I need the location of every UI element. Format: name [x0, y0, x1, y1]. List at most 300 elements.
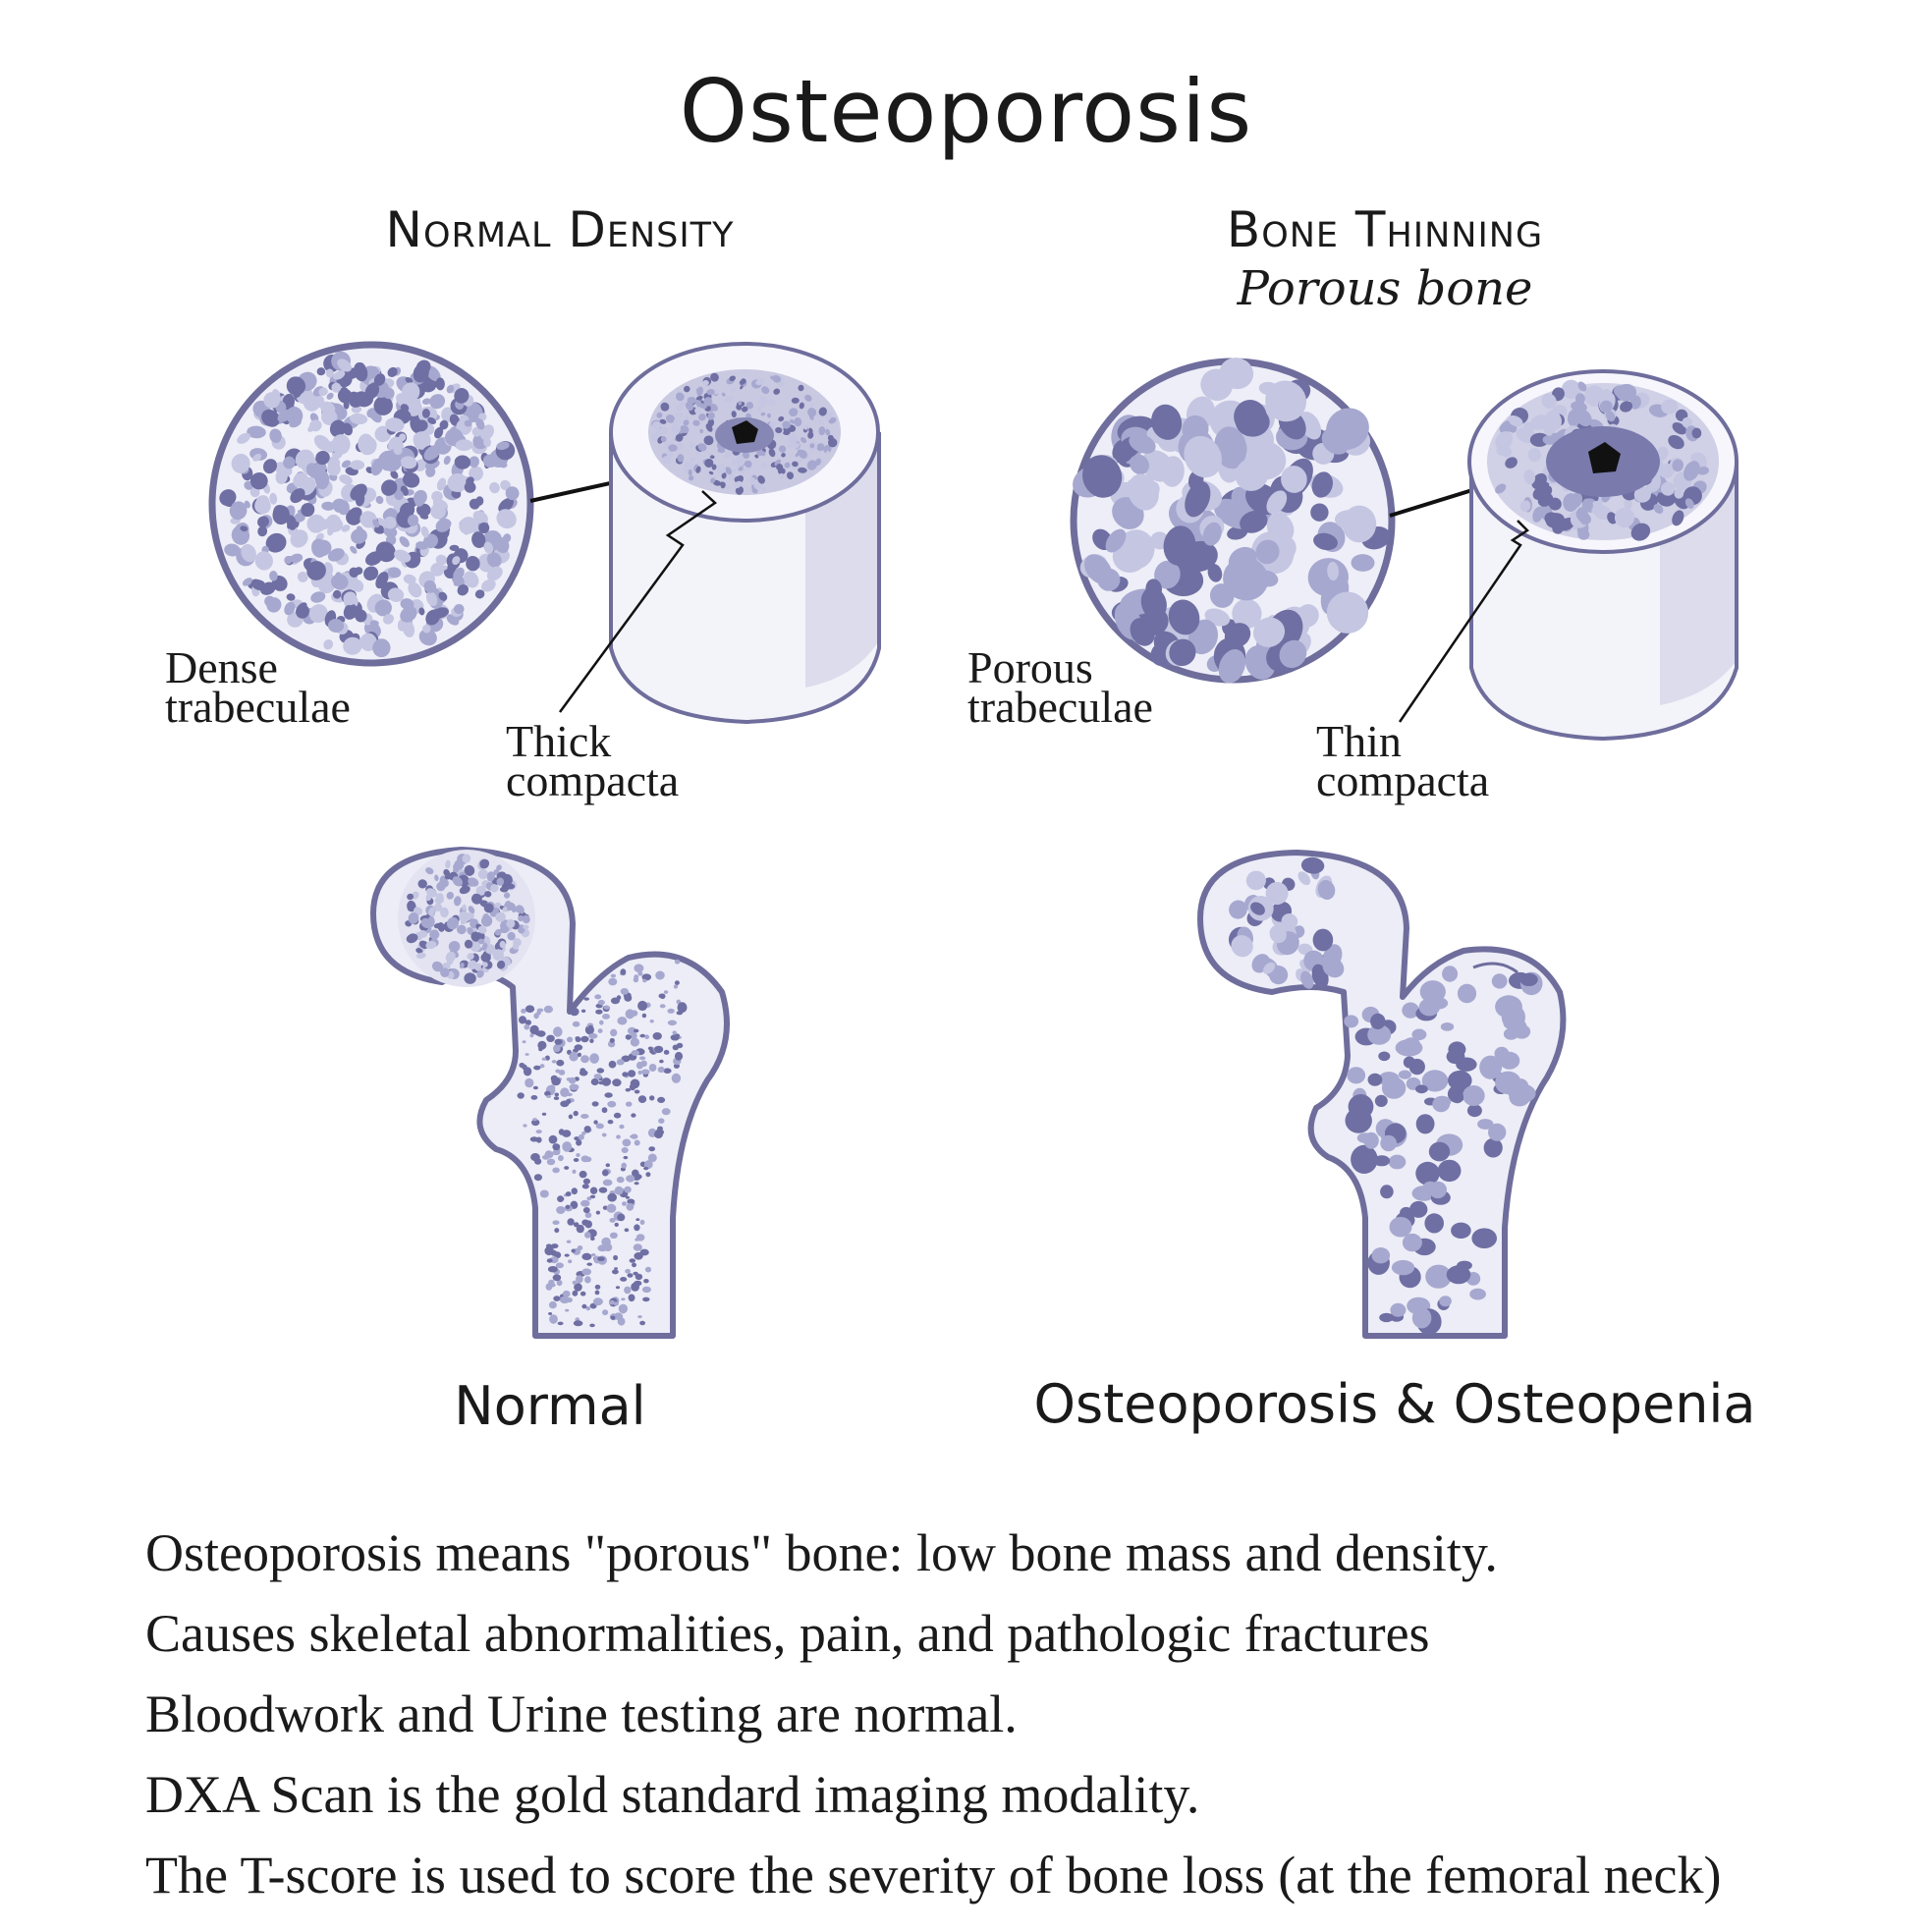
pore: [634, 1029, 638, 1033]
pore: [635, 1140, 640, 1146]
pore: [542, 1058, 547, 1061]
pore: [596, 1211, 600, 1215]
label-porous-trabeculae-line1: Porous: [967, 642, 1093, 692]
pore: [608, 1120, 614, 1124]
pore: [567, 1037, 573, 1043]
pore: [593, 1120, 597, 1124]
pore: [606, 1163, 610, 1167]
pore: [1416, 1114, 1435, 1133]
pore: [574, 1320, 583, 1326]
pore: [1389, 1155, 1407, 1170]
pore: [615, 1223, 619, 1227]
pore: [597, 1256, 605, 1261]
pore: [629, 1295, 635, 1302]
pore: [1451, 1223, 1471, 1239]
pore: [567, 1218, 574, 1225]
pore: [547, 1159, 556, 1166]
pore: [1390, 1217, 1412, 1238]
pore: [1378, 1052, 1390, 1062]
pore: [667, 1009, 674, 1014]
label-thick-compacta: [506, 716, 680, 805]
pore: [595, 1285, 601, 1290]
pore: [578, 1053, 581, 1057]
pore: [588, 1033, 597, 1039]
pore: [1392, 1260, 1414, 1275]
pore: [572, 1187, 578, 1194]
pore: [634, 1243, 642, 1251]
label-thick-compacta-line2: compacta: [506, 755, 680, 805]
pore: [676, 434, 684, 442]
pore: [624, 1287, 631, 1295]
pore: [638, 1071, 642, 1075]
pore: [1488, 1124, 1506, 1141]
pore: [1370, 1014, 1385, 1029]
pore: [619, 1125, 624, 1129]
pore: [566, 1205, 571, 1209]
pore: [608, 978, 617, 986]
pore: [554, 1228, 559, 1233]
pore: [1424, 1213, 1444, 1233]
pore: [739, 401, 742, 406]
pore: [634, 1281, 641, 1287]
pore: [569, 1115, 573, 1120]
pore: [631, 1113, 635, 1117]
pore: [1420, 980, 1446, 1003]
subheading-porous-bone: Porous bone: [1237, 261, 1533, 316]
pore: [635, 1218, 639, 1221]
pore: [540, 1190, 549, 1198]
pore: [617, 1177, 625, 1183]
pore: [1463, 1085, 1485, 1106]
pore: [525, 1053, 529, 1056]
pore: [645, 1172, 650, 1177]
pore: [668, 1021, 677, 1026]
pore: [573, 1021, 580, 1027]
notes-list: [145, 1513, 1894, 1915]
pore: [649, 1064, 657, 1072]
pore: [655, 1129, 664, 1135]
pore: [583, 1207, 590, 1213]
pore: [630, 1258, 635, 1263]
pore: [660, 995, 665, 1000]
pore: [664, 990, 668, 994]
pore: [631, 1038, 639, 1047]
pore: [609, 1061, 617, 1069]
pore: [523, 1124, 526, 1127]
pore: [552, 1143, 560, 1150]
pore: [1412, 1307, 1432, 1328]
pore: [521, 1009, 526, 1014]
pore: [589, 1039, 593, 1043]
pore: [611, 998, 620, 1005]
pore: [636, 1062, 643, 1070]
pore: [350, 460, 364, 469]
caption-normal: Normal: [454, 1375, 646, 1437]
pore: [523, 1040, 526, 1043]
pore: [625, 1228, 630, 1232]
pore: [621, 1297, 625, 1300]
pore: [583, 997, 589, 1000]
pore: [632, 1263, 636, 1268]
pore: [612, 1269, 619, 1274]
pore: [579, 1134, 584, 1140]
pore: [626, 1196, 630, 1199]
pore: [610, 1233, 618, 1239]
pore: [1403, 1234, 1422, 1251]
pore: [595, 1010, 602, 1015]
pore: [1404, 1057, 1415, 1069]
pore: [662, 1108, 671, 1115]
pore: [617, 1017, 627, 1024]
page-title: Osteoporosis: [679, 61, 1253, 162]
pore: [1374, 1155, 1391, 1166]
pore: [546, 1035, 555, 1042]
pore: [556, 1206, 565, 1214]
pore: [645, 1267, 651, 1273]
pore: [558, 1155, 564, 1161]
pore: [1469, 1289, 1486, 1300]
pore: [519, 1016, 526, 1023]
pore: [642, 1014, 646, 1019]
pore: [602, 1133, 607, 1137]
pore: [602, 1014, 610, 1020]
pore: [622, 1147, 629, 1153]
pore: [663, 1068, 671, 1074]
pore: [612, 1078, 621, 1086]
pore: [574, 1158, 580, 1162]
pore: [1439, 1296, 1452, 1306]
pore: [640, 1220, 645, 1225]
pore: [1363, 1132, 1378, 1149]
pore: [674, 984, 678, 988]
pore: [1442, 966, 1458, 981]
pore: [624, 1156, 629, 1159]
pore: [617, 1059, 625, 1065]
pore: [582, 1184, 589, 1188]
pore: [1432, 1096, 1450, 1112]
pore: [559, 1129, 565, 1134]
pore: [562, 1141, 572, 1152]
pore: [574, 1222, 580, 1227]
pore: [584, 1232, 591, 1239]
pore: [628, 1273, 634, 1278]
pore: [576, 1037, 581, 1042]
normal-bone-cylinder: [611, 344, 879, 722]
pore: [533, 1086, 538, 1090]
pore: [582, 1221, 586, 1225]
note-item: The T-score is used to score the severity of bone loss (at the femoral neck): [145, 1846, 1722, 1904]
pore: [555, 1093, 559, 1097]
pore: [643, 1279, 649, 1283]
label-porous-trabeculae: [967, 642, 1153, 732]
pore: [634, 964, 643, 972]
pore: [622, 1072, 628, 1076]
pore: [518, 1092, 524, 1098]
pore: [440, 908, 449, 917]
pore: [536, 1130, 542, 1133]
pore: [548, 1266, 558, 1272]
pore: [565, 1254, 570, 1257]
pore: [592, 1101, 599, 1106]
pore: [626, 1009, 635, 1019]
pore: [624, 1187, 631, 1193]
pore: [624, 994, 632, 1002]
pore: [580, 1200, 589, 1207]
pore: [627, 1203, 635, 1211]
pore: [638, 1095, 646, 1103]
pore: [1495, 1047, 1510, 1061]
pore: [566, 1191, 572, 1196]
pore: [570, 1084, 580, 1090]
pore: [555, 1070, 560, 1074]
pore: [607, 1101, 616, 1108]
pore: [675, 1052, 683, 1061]
pore: [1484, 1138, 1503, 1158]
pore: [537, 1009, 544, 1013]
pore: [1368, 1074, 1383, 1086]
pore: [616, 1134, 621, 1138]
pore: [621, 988, 629, 995]
pore: [1448, 1041, 1465, 1057]
pore: [621, 1163, 627, 1169]
pore: [604, 1092, 612, 1097]
pore: [524, 1078, 533, 1088]
pore: [524, 1067, 531, 1076]
pore: [553, 1026, 563, 1036]
pore: [1346, 1108, 1372, 1133]
pore: [639, 1056, 645, 1060]
pore: [673, 1045, 679, 1051]
pore: [631, 1133, 638, 1138]
pore: [628, 1070, 635, 1076]
pore: [538, 1047, 543, 1052]
pore: [532, 1118, 537, 1121]
pore: [571, 1011, 575, 1015]
pore: [658, 1118, 664, 1124]
pore: [637, 1001, 647, 1011]
pore: [610, 1038, 615, 1043]
pore: [598, 1028, 603, 1033]
pore: [650, 1020, 654, 1022]
pore: [580, 1114, 588, 1119]
pore: [642, 979, 646, 983]
label-dense-trabeculae: [165, 642, 351, 732]
pore: [642, 1287, 651, 1293]
pore: [614, 1312, 623, 1320]
pore: [621, 968, 627, 974]
pore: [553, 1296, 560, 1301]
label-dense-trabeculae-line1: Dense: [165, 642, 278, 692]
note-item: Bloodwork and Urine testing are normal.: [145, 1684, 1018, 1743]
pore: [1471, 1228, 1497, 1248]
pore: [641, 1070, 650, 1075]
pore: [598, 1081, 604, 1085]
heading-bone-thinning: Bone Thinning: [1226, 201, 1544, 258]
pore: [547, 1258, 553, 1262]
pore: [655, 971, 665, 980]
pore: [623, 1139, 632, 1147]
pore: [607, 1204, 617, 1213]
dense-trabeculae-circle: [212, 345, 530, 663]
pore: [634, 1224, 639, 1231]
pore: [1379, 1313, 1394, 1322]
pore: [1375, 1095, 1388, 1107]
caption-osteoporosis-osteopenia: Osteoporosis & Osteopenia: [1033, 1373, 1756, 1435]
pore: [529, 1033, 533, 1037]
pore: [603, 1180, 613, 1187]
pore: [590, 1187, 597, 1194]
pore: [1351, 1145, 1378, 1174]
pore: [551, 1077, 561, 1085]
pore: [611, 1316, 616, 1320]
pore: [597, 1068, 605, 1073]
pore: [1411, 1029, 1426, 1041]
pore: [1429, 1142, 1450, 1162]
porous-bone-cylinder: [1469, 371, 1737, 739]
pore: [602, 1309, 608, 1315]
pore: [660, 1004, 666, 1008]
pore: [635, 1239, 638, 1242]
pore: [581, 1253, 591, 1260]
pore: [1429, 1182, 1447, 1198]
pore: [672, 1074, 681, 1083]
pore: [560, 1297, 570, 1303]
pore: [569, 1052, 578, 1062]
pore: [581, 1010, 585, 1013]
pore: [546, 1095, 551, 1098]
pore: [1451, 1091, 1463, 1104]
pore: [614, 1267, 618, 1269]
pore: [580, 1036, 588, 1042]
pore: [590, 1237, 595, 1241]
pore: [639, 1321, 645, 1326]
pore: [643, 1167, 648, 1170]
pore: [530, 1153, 540, 1161]
pore: [1447, 1265, 1471, 1284]
pore: [642, 1297, 649, 1302]
pore: [675, 980, 680, 985]
pore: [573, 1170, 577, 1174]
pore: [1458, 984, 1476, 1004]
pore: [552, 1150, 560, 1155]
pore: [664, 1050, 670, 1055]
pore: [568, 1259, 572, 1263]
pore: [580, 1171, 587, 1178]
pore: [573, 1291, 579, 1297]
pore: [500, 926, 509, 933]
pore: [566, 1099, 571, 1104]
pore: [552, 1220, 559, 1225]
pore: [625, 1269, 631, 1274]
pore: [583, 1179, 590, 1185]
pore: [586, 1263, 592, 1266]
pore: [1347, 1067, 1365, 1083]
pore: [552, 1060, 557, 1063]
pore: [671, 1034, 680, 1040]
pore: [548, 1280, 554, 1285]
pore: [617, 1214, 625, 1222]
pore: [1344, 1015, 1358, 1027]
pore: [620, 1277, 627, 1282]
pore: [634, 974, 638, 979]
heading-normal-density: Normal Density: [385, 201, 735, 258]
label-thin-compacta-line2: compacta: [1316, 755, 1490, 805]
pore: [593, 1297, 603, 1305]
pore: [554, 1096, 559, 1100]
pore: [648, 1154, 657, 1163]
pore: [560, 1087, 569, 1097]
pore: [549, 1314, 558, 1323]
pore: [678, 1002, 688, 1013]
pore: [616, 1286, 620, 1289]
pore: [519, 1063, 524, 1068]
pore: [635, 1182, 639, 1185]
pore: [581, 1304, 586, 1309]
normal-femur: [373, 850, 727, 1336]
pore: [576, 1153, 580, 1157]
pore: [595, 1291, 600, 1296]
note-item: DXA Scan is the gold standard imaging modality.: [145, 1765, 1200, 1824]
pore: [610, 1218, 616, 1223]
pore: [567, 1241, 572, 1243]
porous-femur: [1200, 853, 1563, 1336]
pore: [1415, 1084, 1428, 1093]
pore: [626, 1034, 632, 1040]
pore: [565, 1309, 569, 1312]
pore: [1492, 973, 1508, 988]
pore: [567, 1077, 572, 1081]
pore: [544, 1006, 553, 1014]
pore: [649, 1095, 654, 1100]
note-item: Causes skeletal abnormalities, pain, and pathologic fractures: [145, 1604, 1430, 1663]
pore: [584, 1276, 591, 1283]
pore: [531, 1095, 538, 1100]
porous-trabeculae-circle: [1067, 354, 1393, 687]
pore: [657, 1097, 665, 1103]
pore: [1390, 1303, 1406, 1317]
pore: [1519, 973, 1537, 986]
pore: [1495, 995, 1522, 1018]
pore: [533, 1066, 540, 1071]
pore: [564, 1166, 569, 1170]
pore: [632, 1050, 639, 1056]
pore: [580, 1292, 586, 1297]
pore: [1399, 1071, 1411, 1079]
pore: [556, 1262, 564, 1268]
pore: [659, 1060, 664, 1064]
pore: [591, 1078, 599, 1085]
pore: [1380, 1185, 1394, 1198]
label-thin-compacta-line1: Thin: [1316, 716, 1402, 766]
pore: [590, 1195, 595, 1199]
pore: [658, 1067, 665, 1073]
pore: [427, 916, 434, 927]
pore: [553, 1274, 562, 1281]
pore: [591, 1253, 596, 1256]
pore: [573, 1281, 578, 1285]
pore: [594, 1074, 602, 1079]
label-dense-trabeculae-line2: trabeculae: [165, 682, 351, 732]
pore: [648, 1146, 655, 1151]
pore: [525, 1005, 534, 1013]
pore: [626, 1175, 635, 1182]
pore: [602, 1107, 608, 1113]
pore: [572, 1249, 576, 1253]
pore: [613, 1255, 618, 1260]
pore: [622, 1201, 627, 1206]
pore: [634, 1252, 642, 1260]
pore: [630, 1083, 635, 1090]
